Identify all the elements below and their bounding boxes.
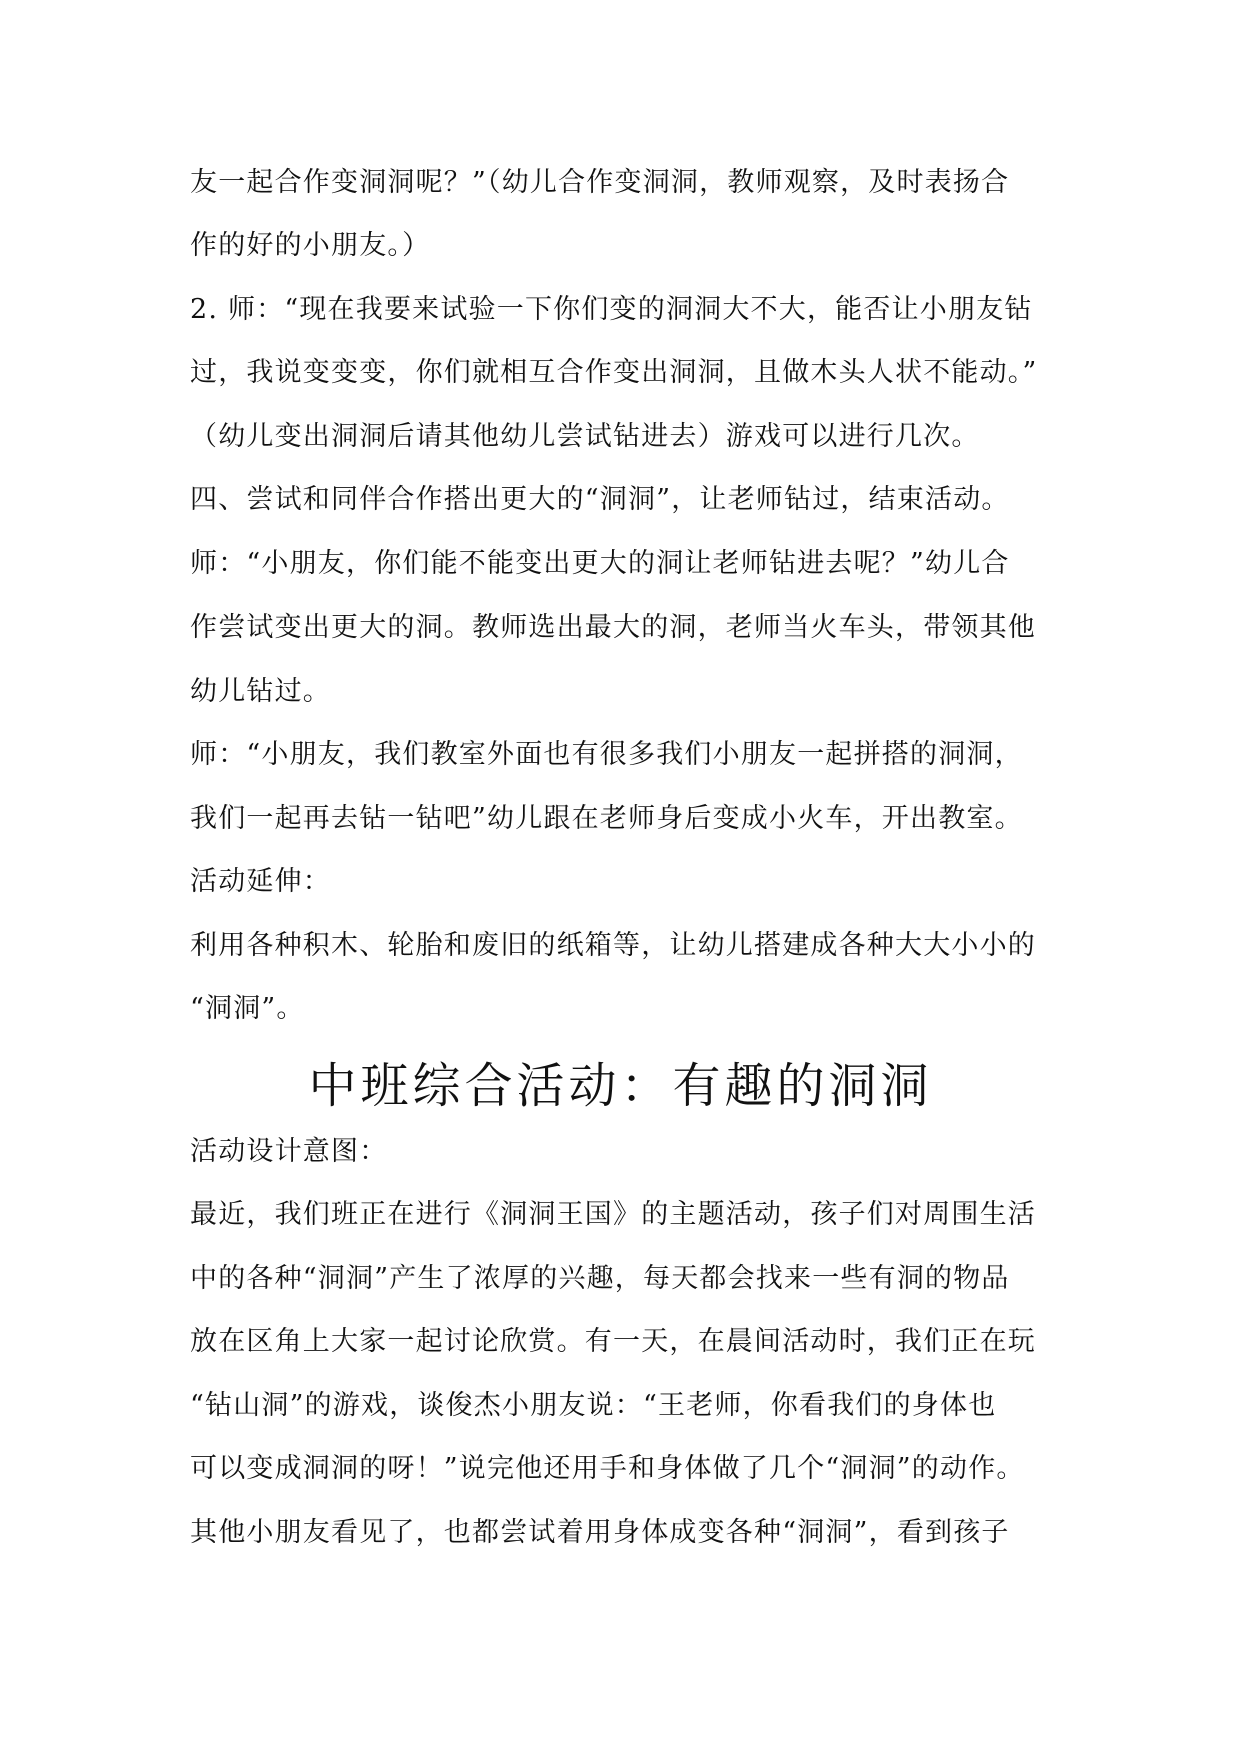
document-title: 中班综合活动：有趣的洞洞 [308,1058,933,1114]
paragraph-line: 友一起合作变洞洞呢？”（幼儿合作变洞洞，教师观察，及时表扬合 [190,167,1010,198]
paragraph-line: 最近，我们班正在进行《洞洞王国》的主题活动，孩子们对周围生活 [190,1199,1036,1230]
paragraph-line: 师：“小朋友，我们教室外面也有很多我们小朋友一起拼搭的洞洞， [190,739,1023,770]
paragraph-line: 活动延伸： [190,866,331,897]
paragraph-line: （幼儿变出洞洞后请其他幼儿尝试钻进去）游戏可以进行几次。 [190,421,980,452]
paragraph-line: “钻山洞”的游戏，谈俊杰小朋友说：“王老师，你看我们的身体也 [190,1390,997,1421]
section-heading: 活动设计意图： [190,1136,388,1167]
paragraph-line: 过，我说变变变，你们就相互合作变出洞洞，且做木头人状不能动。” [190,357,1038,388]
paragraph-line: 四、尝试和同伴合作搭出更大的“洞洞”，让老师钻过，结束活动。 [190,484,1010,515]
paragraph-line: 幼儿钻过。 [190,676,331,707]
paragraph-line: 作尝试变出更大的洞。教师选出最大的洞，老师当火车头，带领其他 [190,612,1036,643]
paragraph-line: “洞洞”。 [190,993,305,1024]
paragraph-line: 可以变成洞洞的呀！”说完他还用手和身体做了几个“洞洞”的动作。 [190,1453,1025,1484]
paragraph-line: 师：“小朋友，你们能不能变出更大的洞让老师钻进去呢？”幼儿合 [190,548,1010,579]
paragraph-line: 作的好的小朋友。） [190,230,431,261]
paragraph-line: 其他小朋友看见了，也都尝试着用身体成变各种“洞洞”，看到孩子 [190,1517,1010,1548]
paragraph-line: 中的各种“洞洞”产生了浓厚的兴趣，每天都会找来一些有洞的物品 [190,1263,1010,1294]
paragraph-line: 利用各种积木、轮胎和废旧的纸箱等，让幼儿搭建成各种大大小小的 [190,930,1036,961]
paragraph-line: 放在区角上大家一起讨论欣赏。有一天，在晨间活动时，我们正在玩 [190,1326,1036,1357]
paragraph-line: 我们一起再去钻一钻吧”幼儿跟在老师身后变成小火车，开出教室。 [190,803,1023,834]
paragraph-line: 2. 师：“现在我要来试验一下你们变的洞洞大不大，能否让小朋友钻 [190,294,1033,325]
